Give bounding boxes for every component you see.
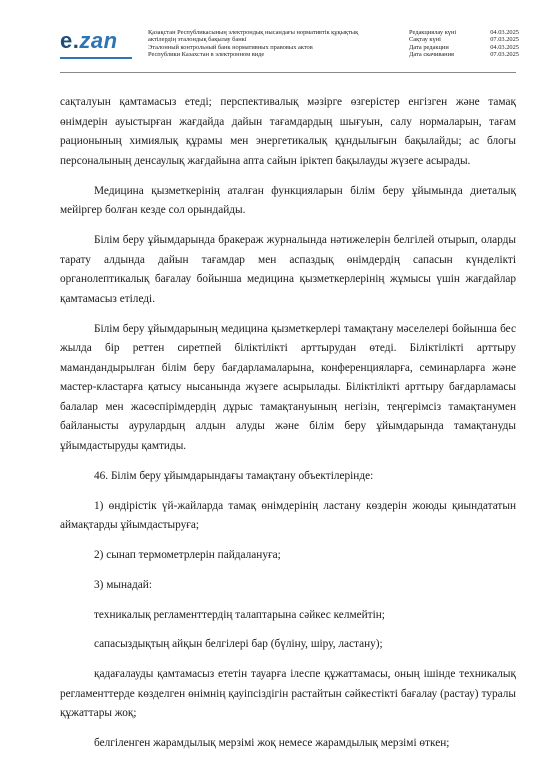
meta-label: Редакциялау күні [409, 29, 457, 36]
paragraph: Білім беру ұйымдарында бракераж журналында нәтижелерін белгілей отырып, оларды тарату алдында дайын тағамдар мен аспаздық өнімдердің сапасын күнделікті органолептикалық бағалау бойынша медицина қызметкерлерінің жұмысы үшін жағдайлар қамтамасыз етіледі. [60, 233, 516, 305]
meta-value: 04.03.2025 [490, 43, 519, 51]
header-dates [409, 29, 519, 59]
paragraph: белгіленген жарамдылық мерзімі жоқ немесе жарамдылық мерзімі өткен; [94, 737, 450, 750]
meta-value: 04.03.2025 [490, 29, 519, 36]
paragraph: техникалық регламенттердің талаптарына сәйкес келмейтін; [94, 608, 385, 621]
meta-label: Дата скачивания [409, 51, 454, 59]
logo-zan: zan [79, 28, 118, 53]
document-body [60, 93, 516, 764]
paragraph: сапасыздықтың айқын белгілері бар (бүліну, шіру, ластану); [94, 638, 383, 651]
meta-label: Дата редакции [409, 43, 449, 51]
meta-value: 07.03.2025 [490, 36, 519, 44]
document-header [0, 0, 557, 80]
logo-e: e [60, 28, 73, 53]
meta-row [409, 51, 519, 58]
paragraph: 2) сынап термометрлерін пайдалануға; [94, 549, 281, 561]
meta-row [409, 36, 519, 43]
logo-dot: . [72, 28, 80, 53]
paragraph: Білім беру ұйымдарының медицина қызметкерлері тамақтану мәселелері бойынша бес жылда бір реттен сиретпей біліктілікті арттырудан өтеді. Біліктілікті арттыру мамандандырылған білім беру бағдарламаларына, конференцияларға, семинарларға және мастер-кластарға қатысу нысанында жүзеге асырылады. Біліктілікті арттыру бағдарламасы балалар мен жасөспірімдердің дұрыс тамақтануының негізін, теңгерімсіз тамақтанумен байланысты аурулардың алдын алуды және білім беру ұйымдарында тамақтануды ұйымдастыруды қамтиды. [60, 322, 516, 453]
paragraph: 46. Білім беру ұйымдарындағы тамақтану объектілерінде: [94, 469, 374, 482]
meta-row [409, 29, 519, 36]
paragraph: 1) өндірістік үй-жайларда тамақ өнімдерінің ластану көздерін жоюды қиындататын аймақтарды ұйымдастыруға; [60, 499, 516, 532]
logo-underline [60, 57, 132, 59]
header-line: Республики Казахстан в электронном виде [148, 51, 265, 59]
paragraph: Медицина қызметкерінің аталған функцияларын білім беру ұйымында диеталық мейіргер болған кезде сол орындайды. [60, 184, 516, 217]
header-line: Эталонный контрольный банк нормативных правовых актов [148, 43, 313, 51]
header-source-text [148, 29, 393, 59]
meta-label: Сақтау күні [409, 36, 441, 44]
paragraph: 3) мынадай: [94, 578, 152, 591]
header-line: Қазақстан Республикасының электрондық нысандағы нормативтік құқықтық [148, 29, 359, 36]
paragraph: сақталуын қамтамасыз етеді; перспективалық мәзірге өзгерістер енгізген және тамақ өнімдерін ауыстырған жағдайда дайын тағамдардың шығуын, салу нормаларын, тағам рационының химиялық құрамы мен энергетикалық құндылығын бақылайды; ас блогы персоналының денсаулық жағдайына апта сайын іріктеп бақылауды жүзеге асырады. [60, 96, 516, 167]
header-divider [60, 72, 516, 73]
meta-value: 07.03.2025 [490, 51, 519, 59]
header-line: актілердің эталондық бақылау банкі [148, 36, 247, 44]
meta-row [409, 44, 519, 51]
paragraph: қадағалауды қамтамасыз ететін тауарға ілеспе құжаттамасы, оның ішінде техникалық регламенттерде көзделген өнімнің қауіпсіздігін растайтын сәйкестікті бағалау (растау) туралы құжаттары жоқ; [60, 668, 516, 720]
ezan-logo [60, 30, 118, 52]
